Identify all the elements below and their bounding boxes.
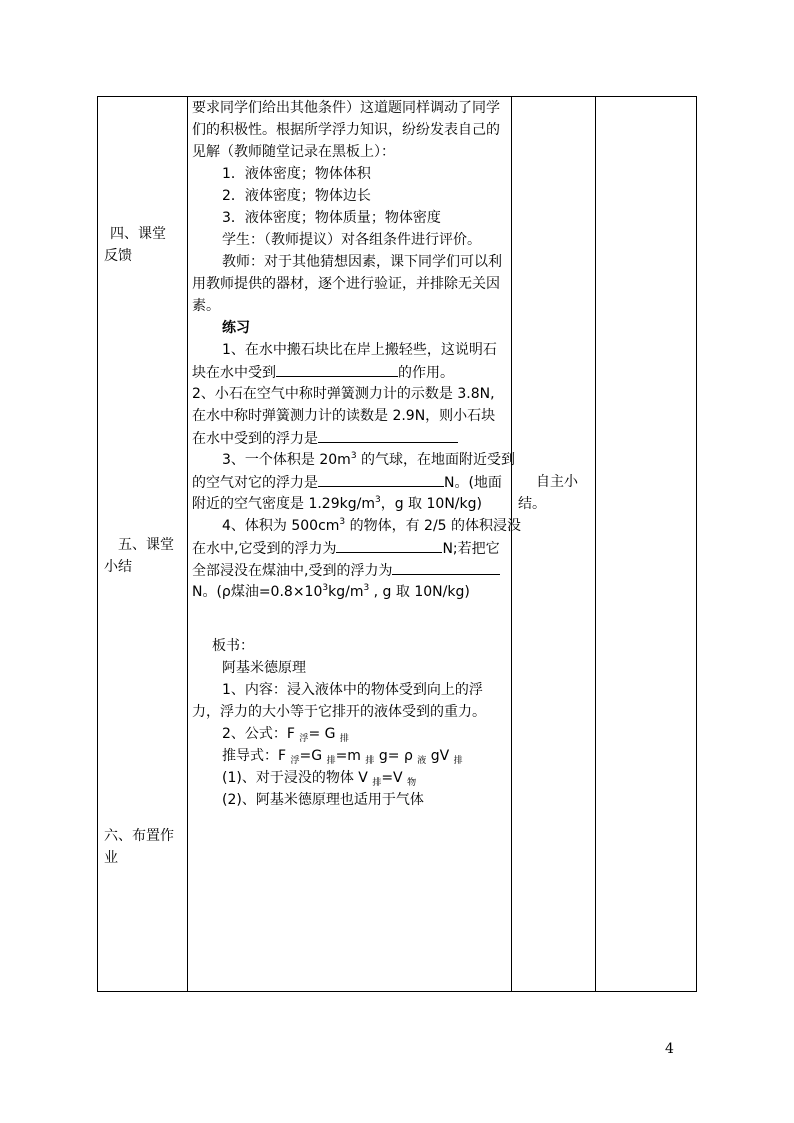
teacher-line: 素。 [192,298,220,314]
question-4: N。(ρ煤油$=0.8\times 10^3kg/m^3$ , g 取 10N/kg) [192,583,470,600]
teacher-line: 教师：对于其他猜想因素，课下同学们可以利 [222,254,502,270]
formula-derivation: 推导式：F $_浮$=G $_排$=m $_排$ g= ρ $_液$ gV $_排$ [222,748,463,766]
list-item: 3．液体密度；物体质量；物体密度 [222,210,441,226]
list-item: 2．液体密度；物体边长 [222,188,371,204]
lesson-plan-table: 四、课堂 反馈 五、课堂 小结 六、布置作 业 要求同学们给出其他条件）这道题同样调动了同学 们的积极性。根据所学浮力知识，纷纷发表自己的 见解（教师随堂记录在黑板上）： 1．液体密度；物体体积 2．液体密度；物体边长 3．液体密度；物体质量；物体密度 学生：（教师提议）对各组条件进行评价。 教师：对于其他猜想因素，课下同学们可以利 用教师提供的器材，逐个进行验证，并排除无关因 素。 练习 1、在水中搬石块比在岸上搬轻些，这说明石 块在水中受到 的作用。 2、小石在空气中称时弹簧测力计的示数是 3.8N, 在水中称时弹簧测力计的读数是 2.9N，则小石块 在水中受到的浮力是 3、一个体积是 $20m^3$ 的气球，在地面附近受到 的空气对它的浮力是 N。(地面 附近的空气密度是 $1.29kg/m^3$，g 取 10N/kg) 4、体积为 $500cm^3$ 的物体，有 2/5 的体积浸没 在水中,它受到的浮力为 N;若把它 全部浸没在煤油中,受到的浮力为 N。(ρ煤油$=0.8\times 10^3kg/m^3$ , g 取 10N/kg) 板书： 阿基米德原理 1、内容：浸入液体中的物体受到向上的浮 力，浮力的大小等于它排开的液体受到的重力。 2、公式：F $_浮$= G $_排$ 推导式：F $_浮$=G $_排$=m $_排$ g= ρ $_液$ gV $_排$ (1)、对于浸没的物体 V $_排$=V $_物$ (2)、阿基米德原理也适用于气体 自主小 结。 [97,96,697,992]
question-1: 1、在水中搬石块比在岸上搬轻些，这说明石 [222,342,497,358]
teacher-line: 用教师提供的器材，逐个进行验证，并排除无关因 [192,276,500,292]
paragraph-line: 要求同学们给出其他条件）这道题同样调动了同学 [192,100,500,116]
answer-blank[interactable] [392,559,500,575]
question-2: 在水中受到的浮力是 [192,427,458,450]
paragraph-line: 们的积极性。根据所学浮力知识，纷纷发表自己的 [192,122,500,138]
question-3: 3、一个体积是 $20m^3$ 的气球，在地面附近受到 [222,451,515,468]
question-3: 附近的空气密度是 $1.29kg/m^3$，g 取 10N/kg) [192,495,482,512]
exercise-title: 练习 [222,320,250,336]
answer-blank[interactable] [336,537,442,553]
column-divider [595,97,596,991]
question-2: 2、小石在空气中称时弹簧测力计的示数是 3.8N, [192,386,495,402]
board-content: (2)、阿基米德原理也适用于气体 [222,792,424,808]
answer-blank[interactable] [276,361,398,377]
paragraph-line: 见解（教师随堂记录在黑板上）： [192,144,395,160]
list-item: 1．液体密度；物体体积 [222,166,371,182]
board-label: 板书： [212,638,254,654]
board-content: 1、内容：浸入液体中的物体受到向上的浮 [222,682,483,698]
question-2: 在水中称时弹簧测力计的读数是 2.9N，则小石块 [192,408,496,424]
answer-blank[interactable] [318,471,444,487]
formula: 2、公式：F $_浮$= G $_排$ [222,726,349,744]
board-title: 阿基米德原理 [222,660,306,676]
board-content: 力，浮力的大小等于它排开的液体受到的重力。 [192,704,486,720]
question-1: 块在水中受到 的作用。 [192,361,454,384]
column-divider [511,97,512,991]
page-number: 4 [665,1041,674,1057]
column-divider [187,97,188,991]
question-3: 的空气对它的浮力是 N。(地面 [192,471,502,494]
student-line: 学生：（教师提议）对各组条件进行评价。 [222,232,481,248]
answer-blank[interactable] [318,427,458,443]
question-4: 4、体积为 $500cm^3$ 的物体，有 2/5 的体积浸没 [222,517,522,534]
board-content: (1)、对于浸没的物体 V $_排$=V $_物$ [222,770,417,788]
question-4: 全部浸没在煤油中,受到的浮力为 [192,559,500,582]
question-4: 在水中,它受到的浮力为 N;若把它 [192,537,500,560]
